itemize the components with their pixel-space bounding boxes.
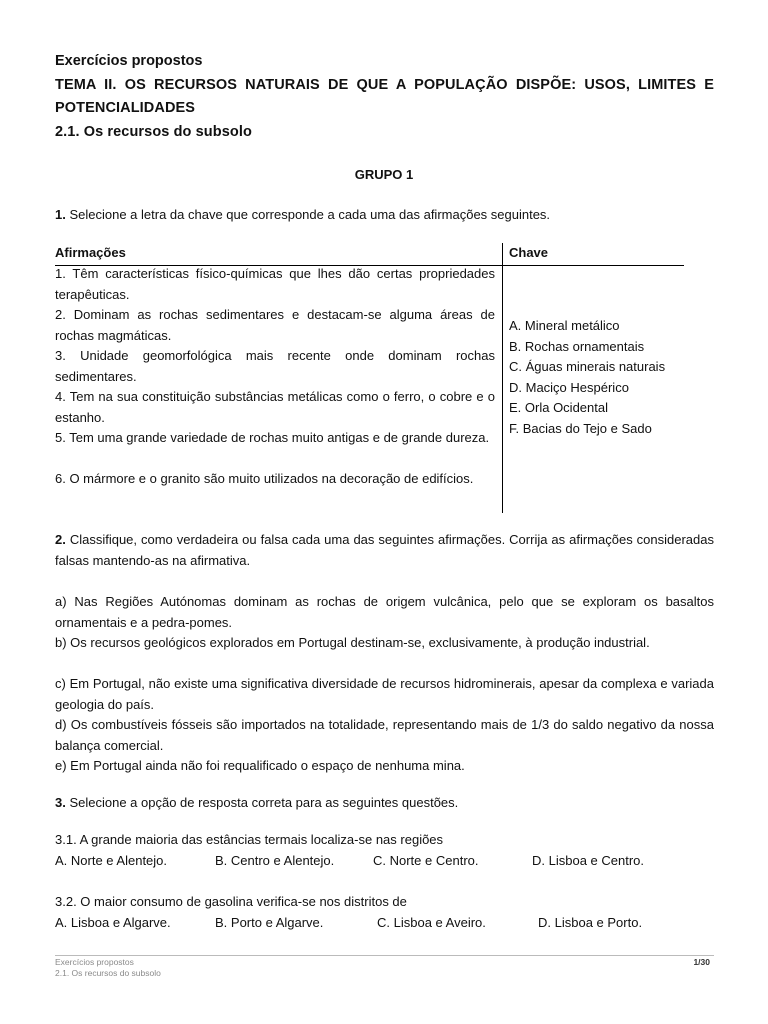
question-3-1: 3.1. A grande maioria das estâncias termais localiza-se nas regiões [55, 832, 444, 847]
theme-title-line2: POTENCIALIDADES [55, 100, 196, 116]
question-3-text: Selecione a opção de resposta correta para as seguintes questões. [69, 795, 459, 810]
key-item-b: B. Rochas ornamentais [509, 338, 645, 354]
key-item-c: C. Águas minerais naturais [509, 359, 666, 375]
footer-rule [55, 955, 714, 956]
key-item-f: F. Bacias do Tejo e Sado [509, 420, 652, 436]
q2-item-b: b) Os recursos geológicos explorados em Portugal destinam-se, exclusivamente, à produção industrial. [55, 635, 650, 650]
q3-2-option-d: D. Lisboa e Porto. [538, 915, 643, 930]
table-column-divider [502, 243, 503, 513]
q3-2-option-a: A. Lisboa e Algarve. [55, 915, 171, 930]
q3-1-option-d: D. Lisboa e Centro. [532, 853, 645, 868]
key-item-a: A. Mineral metálico [509, 318, 620, 333]
q3-1-option-a: A. Norte e Alentejo. [55, 853, 168, 868]
statement-5: 5. Tem uma grande variedade de rochas muito antigas e de grande dureza. [55, 430, 490, 445]
question-2 [55, 530, 714, 571]
q2-item-d: d) Os combustíveis fósseis são importados na totalidade, representando mais de 1/3 do saldo negativo da nossa balança comercial. [55, 717, 714, 753]
statement-6: 6. O mármore e o granito são muito utilizados na decoração de edifícios. [55, 471, 474, 486]
statement-1: 1. Têm características físico-químicas que lhes dão certas propriedades terapêuticas. [55, 266, 495, 302]
section-title: 2.1. Os recursos do subsolo [55, 124, 252, 140]
question-1 [55, 205, 550, 226]
question-3-number: 3. [55, 795, 66, 810]
key-item-d: D. Maciço Hespérico [509, 379, 629, 395]
question-3-2: 3.2. O maior consumo de gasolina verifica-se nos distritos de [55, 894, 407, 909]
statement-4: 4. Tem na sua constituição substâncias metálicas como o ferro, o cobre e o estanho. [55, 389, 495, 425]
question-2-text: Classifique, como verdadeira ou falsa cada uma das seguintes afirmações. Corrija as afirmações consideradas falsas mantendo-as na afirmativa. [55, 532, 714, 568]
q2-item-c: c) Em Portugal, não existe uma significativa diversidade de recursos hidrominerais, apesar da complexa e variada geologia do país. [55, 676, 714, 712]
page-number: 1/30 [693, 957, 710, 967]
key-list [509, 316, 665, 440]
table-header-statements: Afirmações [55, 245, 126, 260]
q2-item-e: e) Em Portugal ainda não foi requalificado o espaço de nenhuma mina. [55, 758, 465, 773]
group-heading: GRUPO 1 [354, 167, 414, 182]
document-title: Exercícios propostos [55, 53, 203, 69]
theme-title-line1: TEMA II. OS RECURSOS NATURAIS DE QUE A POPULAÇÃO DISPÕE: USOS, LIMITES E [55, 77, 714, 93]
footer-section: 2.1. Os recursos do subsolo [55, 968, 161, 978]
question-1-text: Selecione a letra da chave que corresponde a cada uma das afirmações seguintes. [69, 207, 551, 222]
q3-1-option-b: B. Centro e Alentejo. [215, 853, 335, 868]
statement-3: 3. Unidade geomorfológica mais recente onde dominam rochas sedimentares. [55, 348, 495, 384]
q3-2-option-c: C. Lisboa e Aveiro. [377, 915, 486, 930]
question-1-number: 1. [55, 207, 66, 222]
statement-2: 2. Dominam as rochas sedimentares e destacam-se alguma áreas de rochas magmáticas. [55, 307, 495, 343]
footer-title: Exercícios propostos [55, 957, 134, 967]
q3-1-option-c: C. Norte e Centro. [373, 853, 479, 868]
question-2-number: 2. [55, 532, 66, 547]
q2-item-a: a) Nas Regiões Autónomas dominam as rochas de origem vulcânica, pelo que se exploram os basaltos ornamentais e a pedra-pomes. [55, 594, 714, 630]
table-header-key: Chave [509, 245, 549, 260]
key-item-e: E. Orla Ocidental [509, 400, 608, 416]
q3-2-option-b: B. Porto e Algarve. [215, 915, 324, 930]
question-3 [55, 793, 458, 814]
